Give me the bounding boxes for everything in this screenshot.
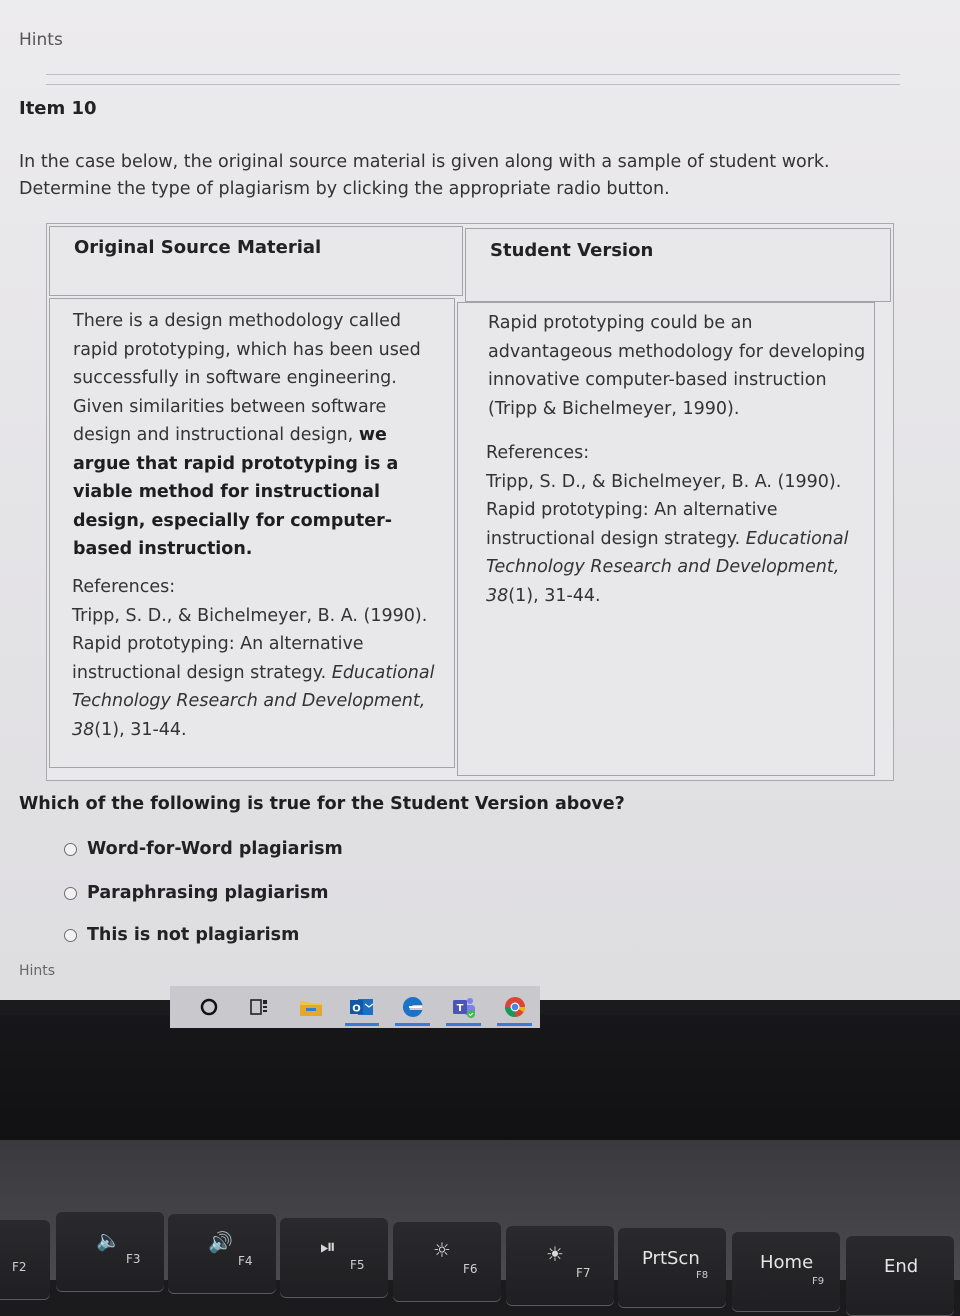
key-f3[interactable] <box>56 1212 164 1292</box>
reference-journal: Educational Technology Research and Development, <box>486 528 849 577</box>
active-indicator <box>395 1023 430 1026</box>
key-home[interactable] <box>732 1232 840 1312</box>
question-text: Which of the following is true for the Student Version above? <box>19 794 625 814</box>
reference-pages: (1), 31-44. <box>94 719 187 740</box>
header-student: Student Version <box>490 240 654 261</box>
option-word-for-word[interactable] <box>64 839 343 859</box>
header-cell-student <box>465 228 891 302</box>
reference-authors: Tripp, S. D., & Bichelmeyer, B. A. (1990). Rapid prototyping: An alternative instructional design strategy. <box>72 605 428 683</box>
key-label: End <box>884 1256 919 1277</box>
outlook-letter: O <box>352 1003 361 1015</box>
original-text <box>73 307 443 564</box>
divider <box>46 84 900 85</box>
original-plain: There is a design methodology called rapid prototyping, which has been used successfully in software engineering. Given similarities between software design and instructional design, <box>73 311 421 445</box>
key-end[interactable] <box>846 1236 954 1316</box>
item-title: Item 10 <box>19 98 97 119</box>
key-label: F7 <box>576 1266 591 1280</box>
search-icon[interactable] <box>184 986 235 1028</box>
play-pause-icon: ⏯ <box>320 1234 336 1258</box>
option-label[interactable]: Word-for-Word plagiarism <box>87 839 343 859</box>
key-label: F3 <box>126 1252 141 1266</box>
key-label: Home <box>760 1252 814 1273</box>
divider <box>46 74 900 75</box>
chrome-icon[interactable] <box>489 986 540 1028</box>
header-original: Original Source Material <box>74 237 322 258</box>
radio-button[interactable] <box>64 843 77 856</box>
key-label: F4 <box>238 1254 253 1268</box>
key-f7[interactable] <box>506 1226 614 1306</box>
comparison-table <box>46 223 894 781</box>
teams-letter: T <box>456 1003 464 1014</box>
brightness-up-icon: ☀ <box>546 1242 564 1266</box>
reference-volume: 38 <box>72 719 95 740</box>
student-cell <box>457 302 875 776</box>
key-label: F2 <box>12 1260 27 1274</box>
original-cell <box>49 298 455 768</box>
hints-footer[interactable]: Hints <box>19 963 56 979</box>
option-paraphrasing[interactable] <box>64 883 328 903</box>
task-view-icon[interactable] <box>235 986 286 1028</box>
instructions: In the case below, the original source material is given along with a sample of student work. Determine the type of plagiarism by clicking the appropriate radio button. <box>19 152 830 199</box>
key-label: F5 <box>350 1258 365 1272</box>
taskbar <box>170 986 540 1028</box>
option-label[interactable]: This is not plagiarism <box>87 925 300 945</box>
brightness-down-icon: ☼ <box>433 1238 451 1262</box>
reference-volume: 38 <box>486 585 509 606</box>
outlook-icon[interactable] <box>337 986 388 1028</box>
volume-mute-icon: 🔈 <box>96 1228 121 1252</box>
option-label[interactable]: Paraphrasing plagiarism <box>87 883 329 903</box>
student-references <box>486 439 868 610</box>
active-indicator <box>345 1023 380 1026</box>
original-bold: we argue that rapid prototyping is a viable method for instructional design, especially for computer-based instruction. <box>73 425 399 559</box>
key-f5[interactable] <box>280 1218 388 1298</box>
student-text: Rapid prototyping could be an advantageous methodology for developing innovative computer-based instruction (Tripp & Bichelmeyer, 1990). <box>488 313 866 419</box>
active-indicator <box>446 1023 481 1026</box>
edge-icon[interactable] <box>387 986 438 1028</box>
key-f2[interactable] <box>0 1220 50 1300</box>
active-indicator <box>497 1023 532 1026</box>
references-label: References: <box>72 577 176 597</box>
key-prtscn[interactable] <box>618 1228 726 1308</box>
header-cell-original <box>49 226 463 296</box>
key-f4[interactable] <box>168 1214 276 1294</box>
hints-header[interactable]: Hints <box>19 30 63 50</box>
reference-pages: (1), 31-44. <box>508 585 601 606</box>
volume-up-icon: 🔊 <box>208 1230 233 1254</box>
key-label: PrtScn <box>642 1248 700 1269</box>
reference-journal: Educational Technology Research and Development, <box>72 662 435 711</box>
option-not-plagiarism[interactable] <box>64 925 299 945</box>
teams-icon[interactable] <box>438 986 489 1028</box>
radio-button[interactable] <box>64 929 77 942</box>
references-label: References: <box>486 443 590 463</box>
file-explorer-icon[interactable] <box>286 986 337 1028</box>
key-sublabel: F8 <box>696 1270 709 1281</box>
key-f6[interactable] <box>393 1222 501 1302</box>
radio-button[interactable] <box>64 887 77 900</box>
laptop-bezel <box>0 1015 960 1145</box>
key-label: F6 <box>463 1262 478 1276</box>
reference-authors: Tripp, S. D., & Bichelmeyer, B. A. (1990). Rapid prototyping: An alternative instructional design strategy. <box>486 471 842 549</box>
key-sublabel: F9 <box>812 1276 825 1287</box>
original-references <box>72 573 447 744</box>
